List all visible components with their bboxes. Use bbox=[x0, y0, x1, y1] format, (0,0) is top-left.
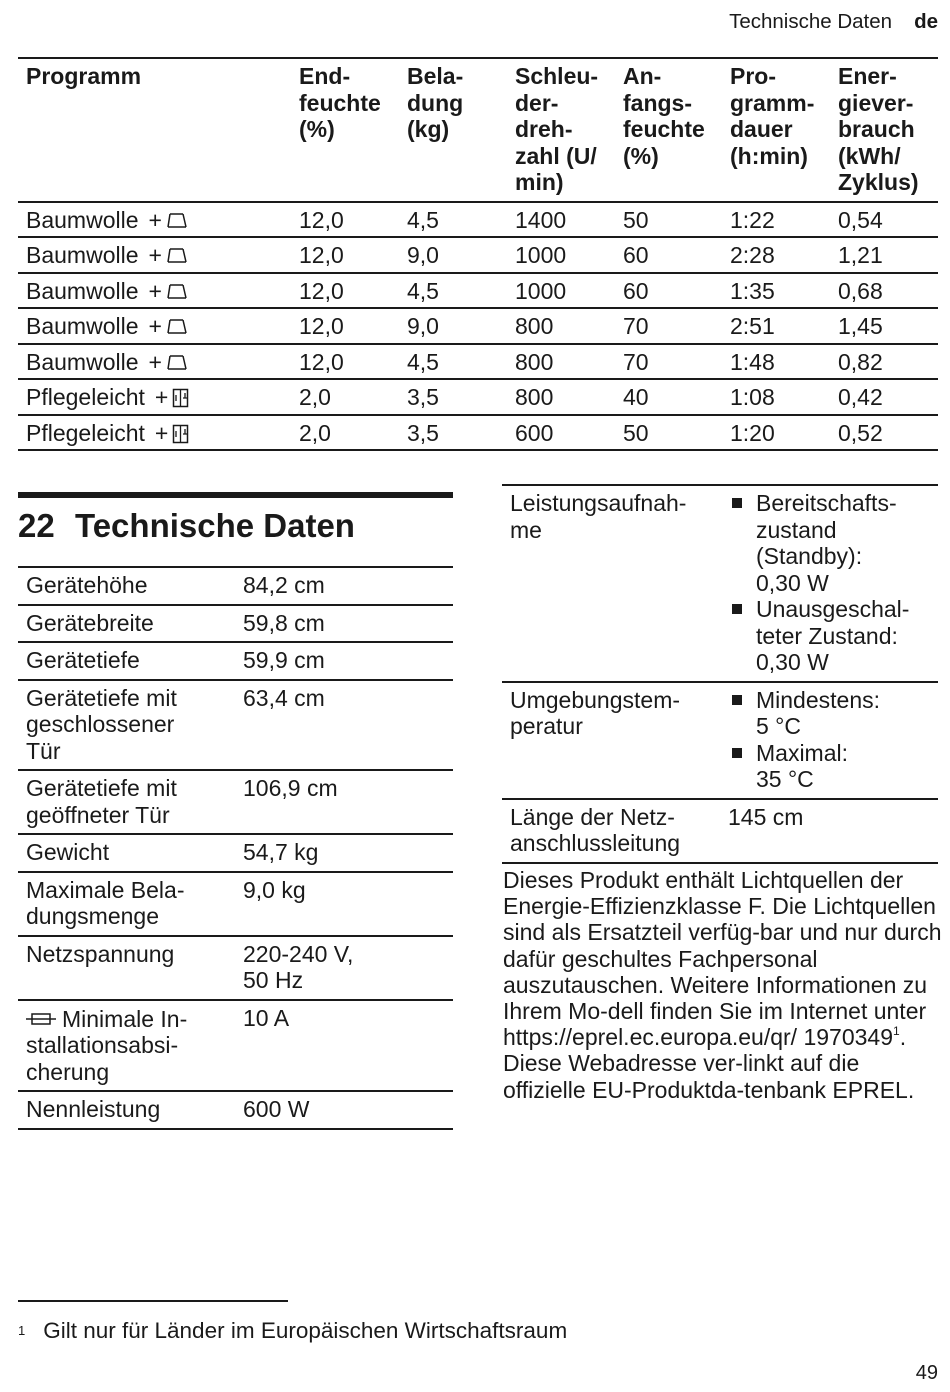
footnote-text: Gilt nur für Länder im Europäischen Wirtschaftsraum bbox=[43, 1318, 568, 1343]
column-header-start-moisture: An- fangs- feuchte (%) bbox=[615, 58, 722, 202]
bullet-item: Bereitschafts- zustand (Standby): 0,30 W bbox=[728, 490, 932, 596]
cell-start-moisture: 70 bbox=[615, 308, 722, 344]
bullet-square-icon bbox=[732, 498, 742, 508]
page-number: 49 bbox=[915, 1362, 938, 1384]
spec-label-cell bbox=[18, 642, 235, 680]
cell-load: 4,5 bbox=[399, 202, 507, 238]
spec-row bbox=[18, 936, 453, 1000]
section-number: 22 bbox=[18, 507, 55, 544]
spec-value: 220-240 V, 50 Hz bbox=[235, 936, 453, 1000]
table-row bbox=[18, 273, 938, 309]
bullet-item: Unausgeschal- teter Zustand: 0,30 W bbox=[728, 596, 932, 676]
specs-table bbox=[18, 566, 453, 1130]
cell-energy: 0,82 bbox=[830, 344, 938, 380]
cell-load: 9,0 bbox=[399, 308, 507, 344]
program-cell bbox=[18, 237, 291, 273]
spec-value: 84,2 cm bbox=[235, 567, 453, 605]
section-title: Technische Daten bbox=[75, 507, 355, 544]
info-text: Dieses Produkt enthält Lichtquellen der Energie-Effizienzklasse F. Die Lichtquellen sind als Ersatzteil verfüg-bar und nur durch dafür geschultes Fachpersonal auszutauschen. Weitere Informationen zu Ihrem Mo-dell finden Sie im Internet unter https://eprel.ec.europa.eu/qr/ 1970349 bbox=[503, 867, 942, 1051]
cell-duration: 2:51 bbox=[722, 308, 830, 344]
cell-start-moisture: 50 bbox=[615, 415, 722, 451]
table-row bbox=[18, 308, 938, 344]
cell-spin: 600 bbox=[507, 415, 615, 451]
cupboard-dry-icon: + bbox=[149, 278, 188, 305]
program-name: Pflegeleicht bbox=[26, 419, 145, 446]
info-text-after: . Diese Webadresse ver-linkt auf die offizielle EU-Produktda-tenbank EPREL. bbox=[503, 1024, 915, 1103]
cell-duration: 1:48 bbox=[722, 344, 830, 380]
cell-energy: 0,54 bbox=[830, 202, 938, 238]
spec-row bbox=[18, 834, 453, 872]
program-table bbox=[18, 57, 938, 451]
cell-start-moisture: 60 bbox=[615, 237, 722, 273]
program-name: Baumwolle bbox=[26, 313, 139, 339]
cell-spin: 800 bbox=[507, 344, 615, 380]
program-cell bbox=[18, 308, 291, 344]
spec-row-power bbox=[502, 485, 938, 682]
spec-label-cell bbox=[18, 680, 235, 771]
footnote-ref: 1 bbox=[893, 1024, 900, 1039]
spec-label-cell bbox=[18, 567, 235, 605]
footnote-rule bbox=[18, 1300, 288, 1302]
spec-label-cell bbox=[18, 1091, 235, 1129]
spec-value: 145 cm bbox=[720, 799, 938, 863]
cell-duration: 1:35 bbox=[722, 273, 830, 309]
cell-spin: 1000 bbox=[507, 237, 615, 273]
spec-value: 9,0 kg bbox=[235, 872, 453, 936]
spec-row bbox=[18, 872, 453, 936]
cell-end-moisture: 12,0 bbox=[291, 202, 399, 238]
cell-end-moisture: 12,0 bbox=[291, 273, 399, 309]
program-cell bbox=[18, 379, 291, 415]
table-row bbox=[18, 415, 938, 451]
bullet-item: Maximal: 35 °C bbox=[728, 740, 932, 793]
info-paragraph bbox=[503, 867, 943, 1103]
footnote bbox=[18, 1318, 567, 1344]
column-header-duration: Pro- gramm- dauer (h:min) bbox=[722, 58, 830, 202]
cell-end-moisture: 12,0 bbox=[291, 344, 399, 380]
spec-label: Gewicht bbox=[26, 839, 110, 865]
cell-energy: 0,68 bbox=[830, 273, 938, 309]
spec-row-ambient bbox=[502, 682, 938, 799]
program-name: Baumwolle bbox=[26, 206, 139, 233]
spec-row bbox=[18, 770, 453, 834]
cell-end-moisture: 2,0 bbox=[291, 415, 399, 451]
cell-duration: 2:28 bbox=[722, 237, 830, 273]
spec-label-cell bbox=[18, 834, 235, 872]
cupboard-dry-icon: + bbox=[149, 313, 188, 340]
spec-row bbox=[18, 1091, 453, 1129]
cell-load: 3,5 bbox=[399, 415, 507, 451]
spec-row-cable bbox=[502, 799, 938, 863]
table-row bbox=[18, 344, 938, 380]
spec-label-cell bbox=[18, 605, 235, 643]
cell-spin: 800 bbox=[507, 308, 615, 344]
table-row bbox=[18, 237, 938, 273]
column-header-program: Programm bbox=[18, 58, 291, 202]
wardrobe-dry-icon: + bbox=[155, 420, 190, 447]
cell-duration: 1:20 bbox=[722, 415, 830, 451]
cell-spin: 1400 bbox=[507, 202, 615, 238]
cell-duration: 1:08 bbox=[722, 379, 830, 415]
cell-spin: 800 bbox=[507, 379, 615, 415]
footnote-mark: 1 bbox=[18, 1323, 26, 1338]
spec-label: Netzspannung bbox=[26, 940, 175, 967]
cell-load: 9,0 bbox=[399, 237, 507, 273]
program-cell bbox=[18, 415, 291, 451]
program-name: Baumwolle bbox=[26, 242, 139, 268]
spec-label-cell bbox=[18, 1000, 235, 1092]
spec-label: Minimale In- stallationsabsi- cherung bbox=[26, 1005, 188, 1085]
program-table-body bbox=[18, 202, 938, 451]
spec-label: Gerätetiefe mit geöffneter Tür bbox=[26, 775, 177, 828]
header-section-title: Technische Daten bbox=[729, 9, 893, 33]
cell-energy: 0,52 bbox=[830, 415, 938, 451]
spec-label: Leistungsaufnah- me bbox=[502, 485, 720, 682]
fuse-icon bbox=[26, 1005, 56, 1019]
spec-label: Gerätetiefe mit geschlossener Tür bbox=[26, 684, 177, 764]
cupboard-dry-icon: + bbox=[149, 242, 188, 269]
program-cell bbox=[18, 344, 291, 380]
spec-row bbox=[18, 567, 453, 605]
program-table-header bbox=[18, 58, 938, 202]
cell-load: 4,5 bbox=[399, 273, 507, 309]
table-row bbox=[18, 379, 938, 415]
spec-label: Nennleistung bbox=[26, 1096, 161, 1122]
cell-start-moisture: 60 bbox=[615, 273, 722, 309]
cell-start-moisture: 40 bbox=[615, 379, 722, 415]
spec-label: Länge der Netz- anschlussleitung bbox=[502, 799, 720, 863]
cell-end-moisture: 2,0 bbox=[291, 379, 399, 415]
column-header-load: Bela- dung (kg) bbox=[399, 58, 507, 202]
spec-row bbox=[18, 642, 453, 680]
cell-spin: 1000 bbox=[507, 273, 615, 309]
section-heading bbox=[18, 492, 453, 546]
spec-label-cell bbox=[18, 770, 235, 834]
spec-value: 63,4 cm bbox=[235, 680, 453, 771]
spec-label: Gerätetiefe bbox=[26, 647, 140, 673]
program-name: Baumwolle bbox=[26, 348, 139, 375]
column-header-energy: Ener- giever- brauch (kWh/ Zyklus) bbox=[830, 58, 938, 202]
program-cell bbox=[18, 273, 291, 309]
power-list bbox=[728, 490, 932, 676]
ambient-list bbox=[728, 687, 932, 793]
spec-label: Maximale Bela- dungsmenge bbox=[26, 876, 185, 929]
bullet-square-icon bbox=[732, 695, 742, 705]
spec-value: 600 W bbox=[235, 1091, 453, 1129]
column-header-spin-speed: Schleu- der- dreh- zahl (U/ min) bbox=[507, 58, 615, 202]
spec-row bbox=[18, 605, 453, 643]
bullet-square-icon bbox=[732, 604, 742, 614]
cell-energy: 1,45 bbox=[830, 308, 938, 344]
spec-value: 106,9 cm bbox=[235, 770, 453, 834]
spec-value: 59,9 cm bbox=[235, 642, 453, 680]
spec-label-cell bbox=[18, 872, 235, 936]
cell-load: 3,5 bbox=[399, 379, 507, 415]
wardrobe-dry-icon: + bbox=[155, 384, 190, 411]
cell-end-moisture: 12,0 bbox=[291, 308, 399, 344]
column-header-end-moisture: End- feuchte (%) bbox=[291, 58, 399, 202]
cell-start-moisture: 70 bbox=[615, 344, 722, 380]
spec-row bbox=[18, 680, 453, 771]
cell-energy: 0,42 bbox=[830, 379, 938, 415]
spec-value: 59,8 cm bbox=[235, 605, 453, 643]
cell-energy: 1,21 bbox=[830, 237, 938, 273]
page-header bbox=[729, 7, 938, 37]
header-language: de bbox=[914, 9, 938, 33]
bullet-square-icon bbox=[732, 748, 742, 758]
spec-label: Gerätebreite bbox=[26, 609, 154, 636]
table-row bbox=[18, 202, 938, 238]
cell-start-moisture: 50 bbox=[615, 202, 722, 238]
spec-label: Gerätehöhe bbox=[26, 572, 148, 598]
spec-value: 10 A bbox=[235, 1000, 453, 1092]
spec-label-cell bbox=[18, 936, 235, 1000]
specs-table-2 bbox=[502, 484, 938, 864]
program-name: Pflegeleicht bbox=[26, 384, 145, 410]
spec-row bbox=[18, 1000, 453, 1092]
cell-duration: 1:22 bbox=[722, 202, 830, 238]
program-name: Baumwolle bbox=[26, 277, 139, 304]
cupboard-dry-icon: + bbox=[149, 207, 188, 234]
cell-end-moisture: 12,0 bbox=[291, 237, 399, 273]
cupboard-dry-icon: + bbox=[149, 349, 188, 376]
spec-label: Umgebungstem- peratur bbox=[502, 682, 720, 799]
bullet-item: Mindestens: 5 °C bbox=[728, 687, 932, 740]
cell-load: 4,5 bbox=[399, 344, 507, 380]
program-cell bbox=[18, 202, 291, 238]
spec-value: 54,7 kg bbox=[235, 834, 453, 872]
